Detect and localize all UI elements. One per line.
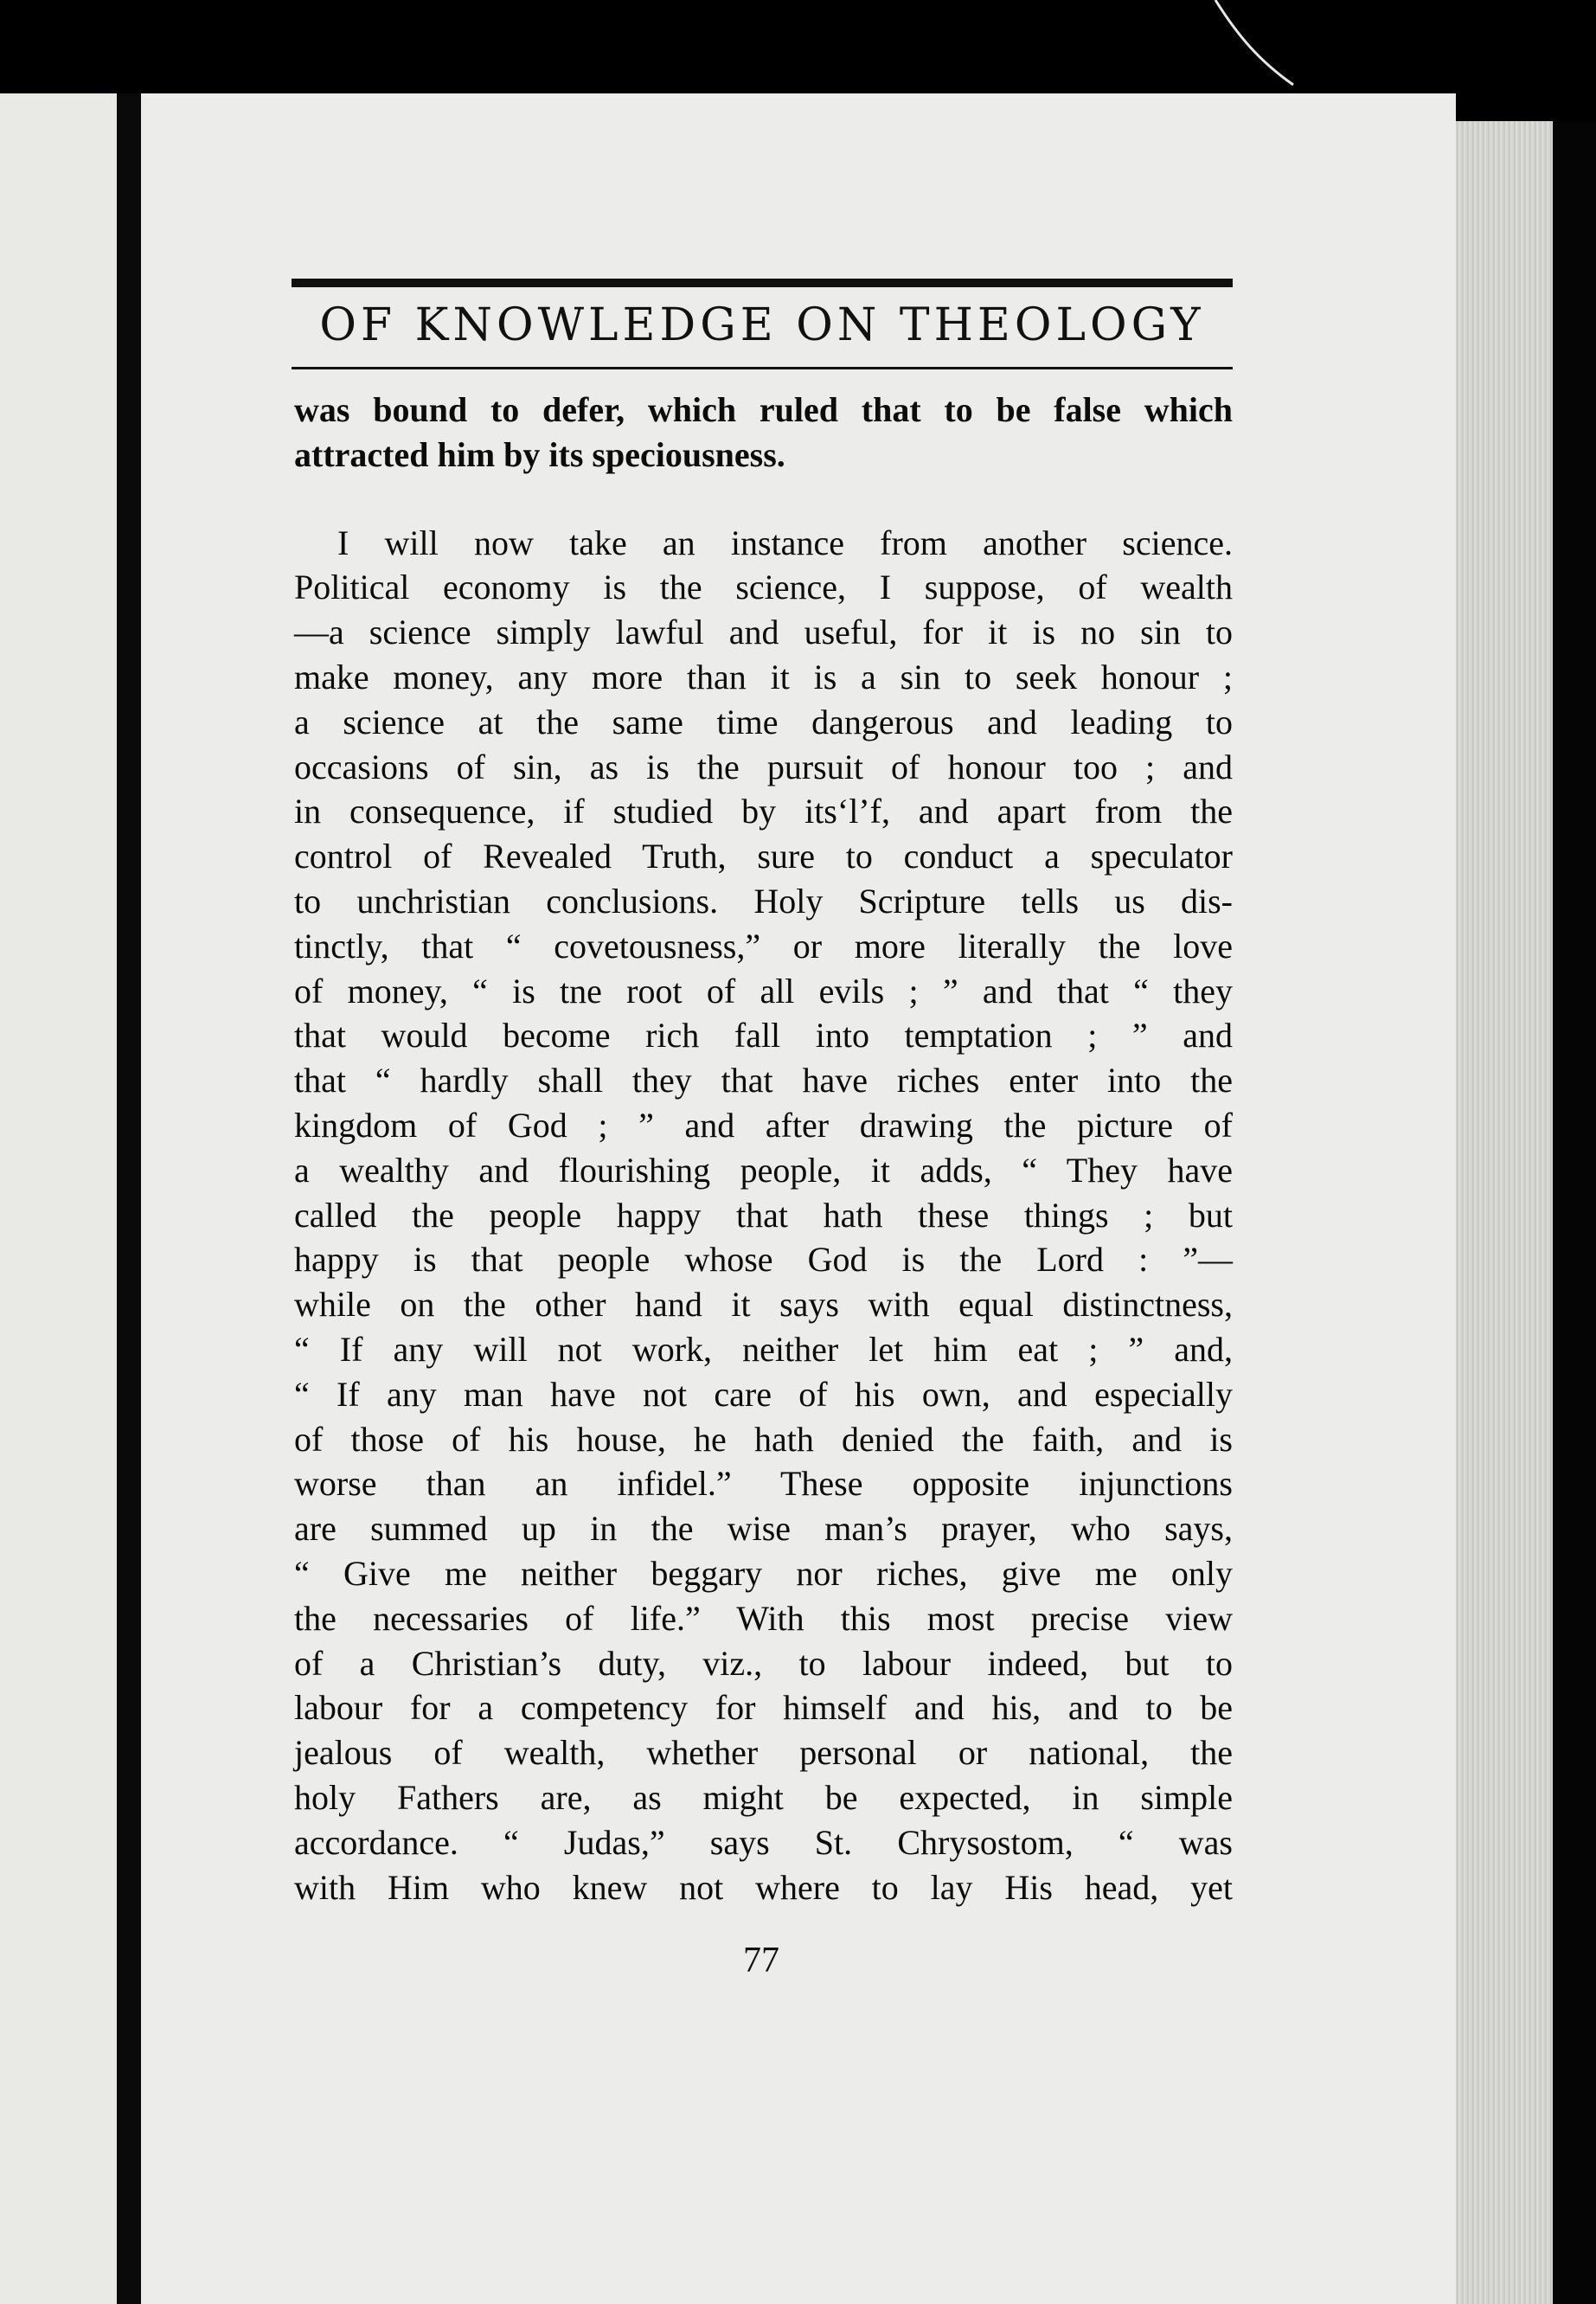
text-line: of money, “ is tne root of all evils ; ” and that “ they (294, 971, 1233, 1011)
text-line: with Him who knew not where to lay His head, yet (294, 1867, 1233, 1907)
text-line: —a science simply lawful and useful, for it is no sin to (294, 613, 1233, 652)
paragraph-gap (294, 478, 1233, 521)
text-line: kingdom of God ; ” and after drawing the picture of (294, 1105, 1233, 1145)
previous-page-edge (0, 93, 117, 2304)
book-gutter (117, 93, 141, 2304)
text-line: happy is that people whose God is the Lord : ”— (294, 1240, 1233, 1280)
text-line: “ If any will not work, neither let him eat ; ” and, (294, 1329, 1233, 1369)
page-edges (1456, 121, 1553, 2304)
text-line: while on the other hand it says with equal distinctness, (294, 1285, 1233, 1325)
text-line: was bound to defer, which ruled that to be false which (294, 390, 1233, 429)
text-line: accordance. “ Judas,” says St. Chrysostom, “ was (294, 1822, 1233, 1862)
text-line: jealous of wealth, whether personal or national, the (294, 1733, 1233, 1773)
header-rule-thick (292, 279, 1233, 287)
text-line: of a Christian’s duty, viz., to labour indeed, but to (294, 1643, 1233, 1683)
scan-border (1553, 121, 1596, 2304)
paragraph-political-economy (294, 521, 1233, 1910)
text-line: holy Fathers are, as might be expected, in simple (294, 1777, 1233, 1817)
text-line: “ Give me neither beggary nor riches, give me only (294, 1553, 1233, 1593)
text-line: occasions of sin, as is the pursuit of honour too ; and (294, 747, 1233, 786)
text-line: of those of his house, he hath denied the faith, and is (294, 1419, 1233, 1459)
text-line: called the people happy that hath these things ; but (294, 1195, 1233, 1235)
running-head: OF KNOWLEDGE ON THEOLOGY (319, 299, 1205, 351)
paragraph-continued (294, 388, 1233, 478)
text-line: the necessaries of life.” With this most precise view (294, 1598, 1233, 1638)
text-line: control of Revealed Truth, sure to conduct a speculator (294, 837, 1233, 876)
body-text (294, 388, 1233, 1909)
header-rule-thin (292, 367, 1233, 369)
text-line: make money, any more than it is a sin to seek honour ; (294, 657, 1233, 696)
text-line: to unchristian conclusions. Holy Scripture tells us dis- (294, 881, 1233, 921)
text-line: worse than an infidel.” These opposite injunctions (294, 1464, 1233, 1504)
text-line: that would become rich fall into temptation ; ” and (294, 1016, 1233, 1056)
text-line: are summed up in the wise man’s prayer, who says, (294, 1509, 1233, 1549)
text-line: Political economy is the science, I suppose, of wealth (294, 568, 1233, 607)
text-line: attracted him by its speciousness. (294, 434, 785, 474)
text-line: a wealthy and flourishing people, it adds, “ They have (294, 1150, 1233, 1190)
text-line: “ If any man have not care of his own, and especially (294, 1374, 1233, 1414)
text-line: I will now take an instance from another science. (337, 523, 1233, 562)
text-line: labour for a competency for himself and his, and to be (294, 1688, 1233, 1728)
text-line: in consequence, if studied by its‘l’f, and apart from the (294, 792, 1233, 831)
text-line: that “ hardly shall they that have riches enter into the (294, 1061, 1233, 1101)
text-line: a science at the same time dangerous and leading to (294, 702, 1233, 741)
text-line: tinctly, that “ covetousness,” or more literally the love (294, 926, 1233, 966)
scan-artifact-mark (1211, 0, 1306, 95)
page-number: 77 (743, 1941, 779, 1980)
